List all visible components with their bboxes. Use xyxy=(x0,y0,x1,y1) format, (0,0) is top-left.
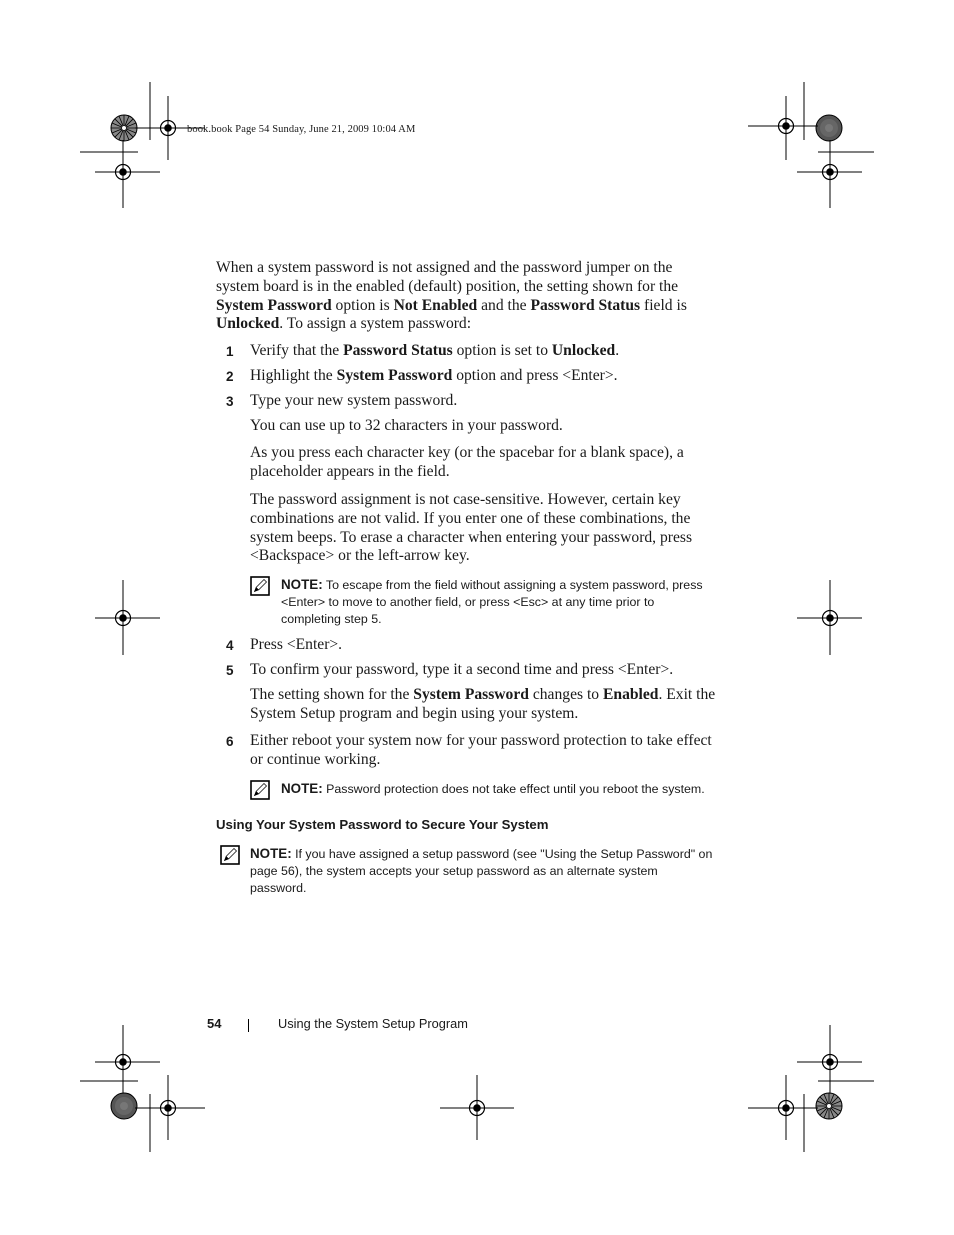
step-3-detail: The password assignment is not case-sensitive. However, certain key combinations are not valid. If you enter one of these combinations, the system beeps. To erase a character when entering your password, press <Backspace> or the left-arrow key. xyxy=(250,490,693,565)
step-number: 5 xyxy=(226,662,234,678)
step-5-detail: The setting shown for the System Password changes to Enabled. Exit the System Setup program and begin using your system. xyxy=(250,685,716,722)
step-3-detail: You can use up to 32 characters in your password. xyxy=(250,416,563,434)
step-1: 1 Verify that the Password Status option is set to Unlocked. xyxy=(216,342,716,361)
chapter-title: Using the System Setup Program xyxy=(278,1016,468,1031)
note-setup-password: NOTE: If you have assigned a setup password (see "Using the Setup Password" on page 56), the system accepts your setup password as an alternate system password. xyxy=(216,845,716,897)
section-heading: Using Your System Password to Secure Your System xyxy=(216,816,549,832)
main-content xyxy=(216,259,716,905)
page-number: 54 xyxy=(207,1016,222,1031)
running-head: book.book Page 54 Sunday, June 21, 2009 10:04 AM xyxy=(187,124,416,135)
note-pencil-icon xyxy=(250,780,270,800)
intro-paragraph: When a system password is not assigned and the password jumper on the system board is in the enabled (default) position, the setting shown for the System Password option is Not Enabled and the Password Status field is Unlocked. To assign a system password: xyxy=(216,259,687,333)
note-pencil-icon xyxy=(220,845,240,865)
step-number: 4 xyxy=(226,638,234,654)
step-6: 6 Either reboot your system now for your password protection to take effect or continue working. xyxy=(226,732,712,769)
step-2: 2 Highlight the System Password option and press <Enter>. xyxy=(216,367,716,386)
footer-divider xyxy=(248,1019,249,1032)
step-number: 2 xyxy=(226,368,234,384)
page-footer xyxy=(0,1016,954,1036)
step-number: 1 xyxy=(226,344,234,360)
step-number: 6 xyxy=(226,734,234,750)
step-3: 3 Type your new system password. xyxy=(216,392,716,411)
step-number: 3 xyxy=(226,393,234,409)
note-escape: NOTE: To escape from the field without assigning a system password, press <Enter> to move to another field, or press <Esc> at any time prior to completing step 5. xyxy=(216,576,716,628)
step-5: 5 To confirm your password, type it a second time and press <Enter>. xyxy=(216,661,716,680)
note-pencil-icon xyxy=(250,576,270,596)
note-reboot: NOTE: Password protection does not take effect until you reboot the system. xyxy=(216,780,716,798)
step-3-detail: As you press each character key (or the spacebar for a blank space), a placeholder appears in the field. xyxy=(250,444,684,481)
step-4: 4 Press <Enter>. xyxy=(216,636,716,655)
